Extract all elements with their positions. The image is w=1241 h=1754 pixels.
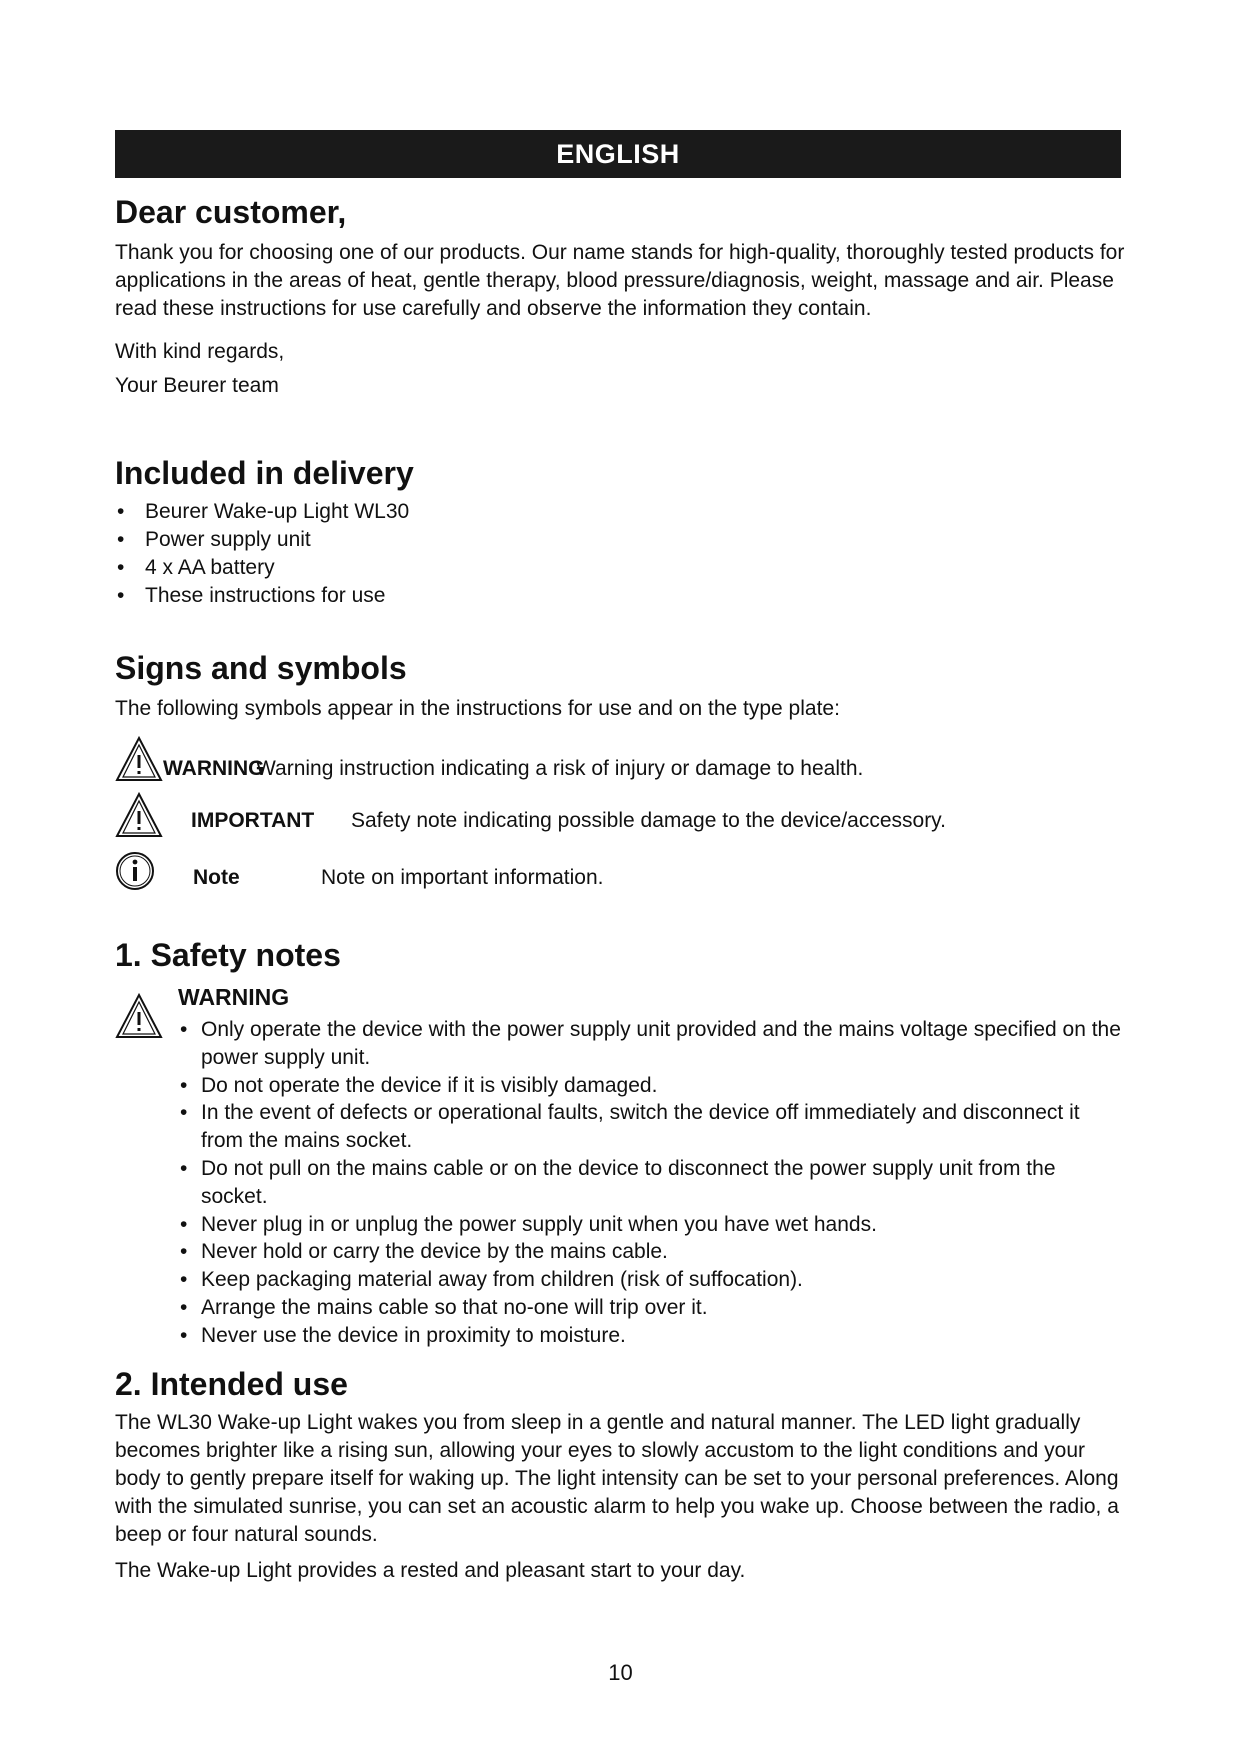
symbol-row-warning bbox=[115, 733, 1125, 789]
list-item: • Never hold or carry the device by the mains cable. bbox=[115, 1238, 1125, 1266]
greeting-body: Thank you for choosing one of our products. Our name stands for high-quality, thoroughly tested products for applications in the areas of heat, gentle therapy, blood pressure/diagnosis, weight, massage and air. Please read these instructions for use carefully and observe the information they contain. bbox=[115, 241, 1125, 320]
symbol-row-note bbox=[115, 845, 1125, 905]
intended-use-paragraph-1: The WL30 Wake-up Light wakes you from sleep in a gentle and natural manner. The LED light gradually becomes brighter like a rising sun, allowing your eyes to slowly accustom to the light conditions and your body to gently prepare itself for waking up. The light intensity can be set to your personal preferences. Along with the simulated sunrise, you can set an acoustic alarm to help you wake up. Choose between the radio, a beep or four natural sounds. bbox=[115, 1410, 1119, 1546]
language-banner: ENGLISH bbox=[115, 130, 1121, 178]
manual-page bbox=[115, 130, 1125, 1585]
closing-line-2: Your Beurer team bbox=[115, 374, 279, 397]
list-item: • Arrange the mains cable so that no-one will trip over it. bbox=[115, 1294, 1125, 1322]
intended-use-title: 2. Intended use bbox=[115, 1365, 348, 1402]
symbol-desc-important: Safety note indicating possible damage to the device/accessory. bbox=[351, 809, 946, 832]
greeting-title: Dear customer, bbox=[115, 194, 347, 230]
included-title: Included in delivery bbox=[115, 455, 414, 491]
safety-warning-block bbox=[115, 982, 1125, 1350]
list-item: • Do not pull on the mains cable or on the device to disconnect the power supply unit from the socket. bbox=[115, 1155, 1125, 1211]
list-item: • Power supply unit bbox=[115, 526, 1125, 554]
signs-intro: The following symbols appear in the instructions for use and on the type plate: bbox=[115, 697, 840, 720]
warning-triangle-icon bbox=[115, 735, 163, 783]
list-item: • Never use the device in proximity to moisture. bbox=[115, 1322, 1125, 1350]
info-circle-icon bbox=[115, 851, 155, 891]
signs-title: Signs and symbols bbox=[115, 650, 407, 686]
safety-title: 1. Safety notes bbox=[115, 937, 341, 973]
symbol-label-warning: WARNING bbox=[163, 757, 265, 780]
list-item: • Keep packaging material away from children (risk of suffocation). bbox=[115, 1266, 1125, 1294]
warning-triangle-icon bbox=[115, 791, 163, 839]
symbol-desc-note: Note on important information. bbox=[321, 866, 604, 889]
closing-line-1: With kind regards, bbox=[115, 340, 285, 363]
safety-warning-label: WARNING bbox=[178, 984, 290, 1010]
list-item: • Beurer Wake-up Light WL30 bbox=[115, 498, 1125, 526]
page-number: 10 bbox=[608, 1660, 633, 1685]
list-item: • In the event of defects or operational faults, switch the device off immediately and disconnect it from the mains socket. bbox=[115, 1099, 1125, 1155]
list-item: • These instructions for use bbox=[115, 582, 1125, 610]
list-item: • Only operate the device with the power supply unit provided and the mains voltage specified on the power supply unit. bbox=[115, 1016, 1125, 1072]
list-item: • Do not operate the device if it is visibly damaged. bbox=[115, 1072, 1125, 1100]
list-item: • Never plug in or unplug the power supply unit when you have wet hands. bbox=[115, 1211, 1125, 1239]
symbol-label-note: Note bbox=[193, 866, 240, 889]
list-item: • 4 x AA battery bbox=[115, 554, 1125, 582]
symbol-desc-warning: Warning instruction indicating a risk of injury or damage to health. bbox=[256, 757, 864, 780]
symbol-label-important: IMPORTANT bbox=[191, 809, 315, 832]
safety-list bbox=[115, 1016, 1125, 1350]
intended-use-paragraph-2: The Wake-up Light provides a rested and pleasant start to your day. bbox=[115, 1558, 746, 1582]
symbol-row-important bbox=[115, 789, 1125, 845]
included-list bbox=[115, 498, 1125, 610]
